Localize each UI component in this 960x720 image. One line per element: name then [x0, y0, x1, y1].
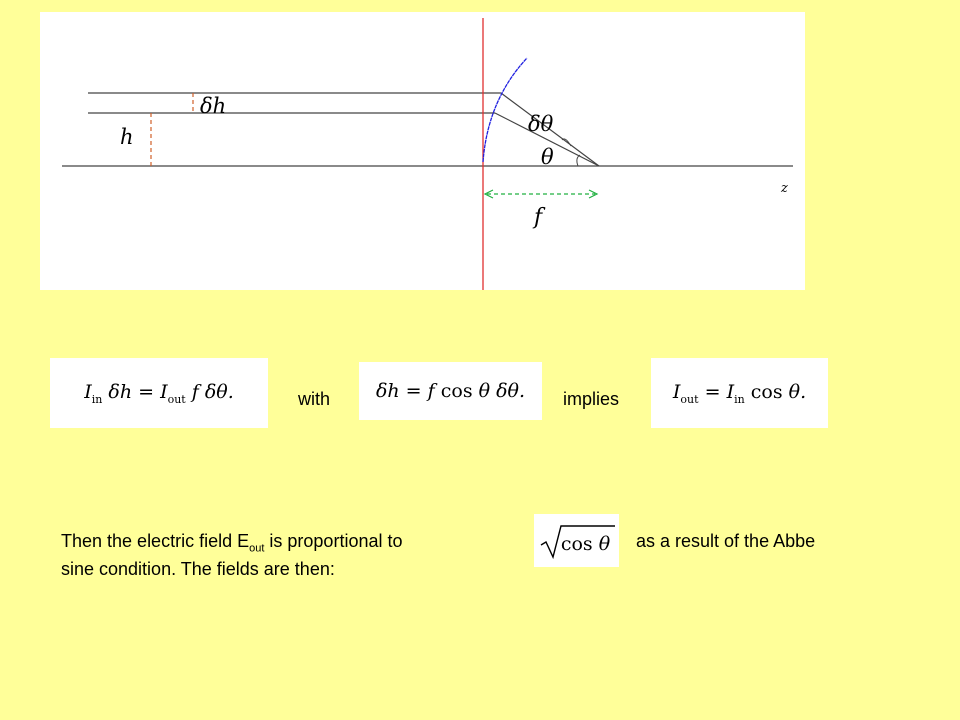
label-f: f: [534, 205, 543, 230]
wavefront-arc: [483, 58, 527, 162]
eq2-content: [376, 380, 525, 402]
eq2-rest: θ δθ.: [478, 380, 526, 402]
eq3-I2: I: [726, 380, 735, 403]
equation-sqrt-cos: [534, 514, 619, 567]
eq1-dh: δh =: [108, 380, 155, 403]
diagram-panel: [40, 12, 805, 290]
para-text-a: Then the electric field E: [61, 531, 250, 551]
eq4-cos: cos: [560, 532, 593, 555]
paragraph-line-1-continued: as a result of the Abbe: [636, 531, 816, 551]
eq3-rest: θ.: [788, 380, 807, 403]
eq1-in-sub: in: [91, 392, 103, 406]
eq1-I2: I: [160, 380, 168, 403]
eq3-content: [673, 381, 806, 406]
optics-diagram: [40, 12, 805, 290]
eq2-cos: cos: [440, 380, 473, 402]
word-with: with: [298, 389, 331, 409]
label-z: z: [781, 181, 788, 196]
eq4-content: [561, 533, 610, 555]
eq3-cos: cos: [750, 380, 783, 403]
label-delta-theta: δθ: [528, 112, 554, 136]
eq1-content: [84, 381, 234, 406]
equation-intensity-balance: [50, 358, 268, 428]
word-implies: implies: [563, 389, 620, 409]
eq1-I: I: [84, 380, 92, 403]
eq3-eq: =: [704, 380, 721, 403]
eq1-rest: f δθ.: [191, 380, 234, 403]
eq3-out-sub: out: [680, 392, 699, 406]
eq2-lhs: δh = f: [375, 380, 435, 402]
equation-dh-relation: [359, 362, 542, 420]
equation-intensity-result: [651, 358, 828, 428]
paragraph-line-2: sine condition. The fields are then:: [61, 559, 335, 579]
eq1-out-sub: out: [167, 392, 186, 406]
label-h: h: [120, 125, 134, 149]
label-theta: θ: [541, 145, 554, 169]
label-delta-h: δh: [200, 94, 227, 118]
para-out-sub: out: [249, 542, 265, 555]
eq4-theta: θ: [598, 532, 611, 555]
eq3-in-sub: in: [734, 392, 745, 406]
eq3-I: I: [672, 380, 681, 403]
para-text-b: is proportional to: [264, 531, 403, 551]
